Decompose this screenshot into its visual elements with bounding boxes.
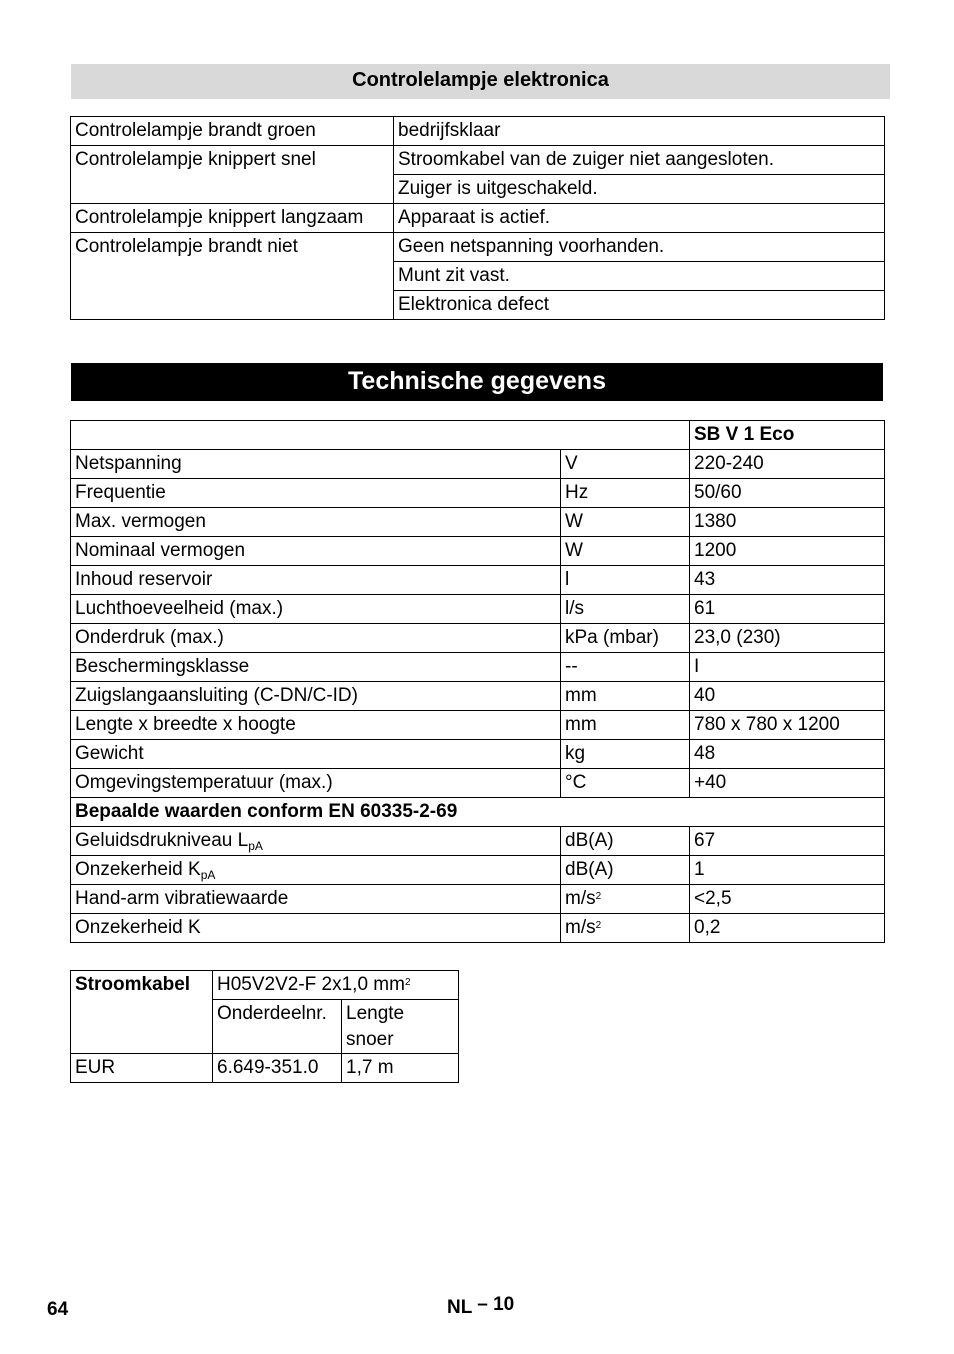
section-heading-controlelampje: Controlelampje elektronica <box>71 64 890 99</box>
table-subheading-row <box>71 798 885 827</box>
length-cell: 1,7 m <box>342 1054 459 1083</box>
cause-cell: Elektronica defect <box>394 291 885 320</box>
spec-label-text: Onzekerheid K <box>75 859 201 880</box>
spec-label: Netspanning <box>71 450 561 479</box>
cause-cell: bedrijfsklaar <box>394 117 885 146</box>
spec-unit <box>561 914 690 943</box>
spec-value: +40 <box>690 769 885 798</box>
spec-unit: °C <box>561 769 690 798</box>
table-row <box>71 885 885 914</box>
table-row <box>71 711 885 740</box>
spec-unit: kPa (mbar) <box>561 624 690 653</box>
page-footer-label <box>447 1294 515 1319</box>
spec-value: 43 <box>690 566 885 595</box>
part-number-header: Onderdeelnr. <box>213 1000 342 1054</box>
cable-spec <box>213 971 459 1000</box>
table-row <box>71 971 459 1000</box>
table-row <box>71 682 885 711</box>
spec-value: 0,2 <box>690 914 885 943</box>
table-row <box>71 653 885 682</box>
cause-cell: Zuiger is uitgeschakeld. <box>394 175 885 204</box>
spec-label: Hand-arm vibratiewaarde <box>71 885 561 914</box>
table-row <box>71 537 885 566</box>
spec-label: Gewicht <box>71 740 561 769</box>
spec-unit <box>561 885 690 914</box>
spec-label: Nominaal vermogen <box>71 537 561 566</box>
spec-label: Zuigslangaansluiting (C-DN/C-ID) <box>71 682 561 711</box>
spec-value: I <box>690 653 885 682</box>
spec-value: 48 <box>690 740 885 769</box>
status-cell: Controlelampje knippert snel <box>71 146 394 204</box>
spec-value: 23,0 (230) <box>690 624 885 653</box>
table-row <box>71 827 885 856</box>
spec-unit: l/s <box>561 595 690 624</box>
spec-label <box>71 827 561 856</box>
spec-label: Max. vermogen <box>71 508 561 537</box>
spec-value: 1 <box>690 856 885 885</box>
spec-unit: mm <box>561 682 690 711</box>
specifications-table <box>70 420 885 943</box>
standards-subheading: Bepaalde waarden conform EN 60335-2-69 <box>71 798 885 827</box>
spec-unit: W <box>561 537 690 566</box>
unit-text: m/s <box>565 888 596 909</box>
table-row <box>71 204 885 233</box>
table-row <box>71 914 885 943</box>
spec-label: Onderdruk (max.) <box>71 624 561 653</box>
spec-value: 220-240 <box>690 450 885 479</box>
spec-unit: dB(A) <box>561 827 690 856</box>
spec-value: 780 x 780 x 1200 <box>690 711 885 740</box>
cable-label: Stroomkabel <box>71 971 213 1054</box>
spec-value: 40 <box>690 682 885 711</box>
cause-cell: Stroomkabel van de zuiger niet aangesloten. <box>394 146 885 175</box>
table-row <box>71 479 885 508</box>
spec-unit: W <box>561 508 690 537</box>
cable-spec-text: H05V2V2-F 2x1,0 mm <box>217 974 405 995</box>
spec-label: Luchthoeveelheid (max.) <box>71 595 561 624</box>
spec-label-subscript: pA <box>200 868 216 882</box>
spec-unit: -- <box>561 653 690 682</box>
spec-value: 67 <box>690 827 885 856</box>
status-cell: Controlelampje knippert langzaam <box>71 204 394 233</box>
table-row <box>71 595 885 624</box>
spec-label: Lengte x breedte x hoogte <box>71 711 561 740</box>
spec-unit: V <box>561 450 690 479</box>
model-header: SB V 1 Eco <box>690 421 885 450</box>
table-row <box>71 508 885 537</box>
table-row <box>71 624 885 653</box>
cause-cell: Munt zit vast. <box>394 262 885 291</box>
cable-spec-superscript: 2 <box>404 977 411 988</box>
empty-header-cell <box>71 421 690 450</box>
spec-label: Onzekerheid K <box>71 914 561 943</box>
table-row <box>71 450 885 479</box>
spec-value: 1200 <box>690 537 885 566</box>
spec-unit: kg <box>561 740 690 769</box>
spec-label <box>71 856 561 885</box>
spec-unit: mm <box>561 711 690 740</box>
table-header-row <box>71 421 885 450</box>
unit-superscript: 2 <box>595 920 602 931</box>
section-page-number: – 10 <box>477 1294 515 1315</box>
spec-value: 50/60 <box>690 479 885 508</box>
length-header: Lengte snoer <box>342 1000 459 1054</box>
spec-unit: dB(A) <box>561 856 690 885</box>
section-heading-technische-gegevens: Technische gegevens <box>71 363 883 401</box>
spec-unit: Hz <box>561 479 690 508</box>
table-row <box>71 117 885 146</box>
spec-label-text: Geluidsdrukniveau L <box>75 830 249 851</box>
spec-label: Frequentie <box>71 479 561 508</box>
language-code: NL <box>447 1297 472 1318</box>
spec-label-subscript: pA <box>248 839 263 853</box>
unit-text: m/s <box>565 917 596 938</box>
cause-cell: Geen netspanning voorhanden. <box>394 233 885 262</box>
status-cell: Controlelampje brandt groen <box>71 117 394 146</box>
power-cable-table <box>70 970 459 1083</box>
indicator-light-table <box>70 116 885 320</box>
table-row <box>71 856 885 885</box>
status-cell: Controlelampje brandt niet <box>71 233 394 320</box>
spec-value: 61 <box>690 595 885 624</box>
part-number-cell: 6.649-351.0 <box>213 1054 342 1083</box>
spec-label: Inhoud reservoir <box>71 566 561 595</box>
unit-superscript: 2 <box>595 891 602 902</box>
table-row <box>71 146 885 175</box>
spec-label: Omgevingstemperatuur (max.) <box>71 769 561 798</box>
spec-unit: l <box>561 566 690 595</box>
cause-cell: Apparaat is actief. <box>394 204 885 233</box>
table-row <box>71 740 885 769</box>
table-row <box>71 566 885 595</box>
spec-label: Beschermingsklasse <box>71 653 561 682</box>
spec-value: <2,5 <box>690 885 885 914</box>
table-row <box>71 1054 459 1083</box>
table-row <box>71 769 885 798</box>
table-row <box>71 233 885 262</box>
spec-value: 1380 <box>690 508 885 537</box>
page-number: 64 <box>47 1299 69 1320</box>
region-cell: EUR <box>71 1054 213 1083</box>
